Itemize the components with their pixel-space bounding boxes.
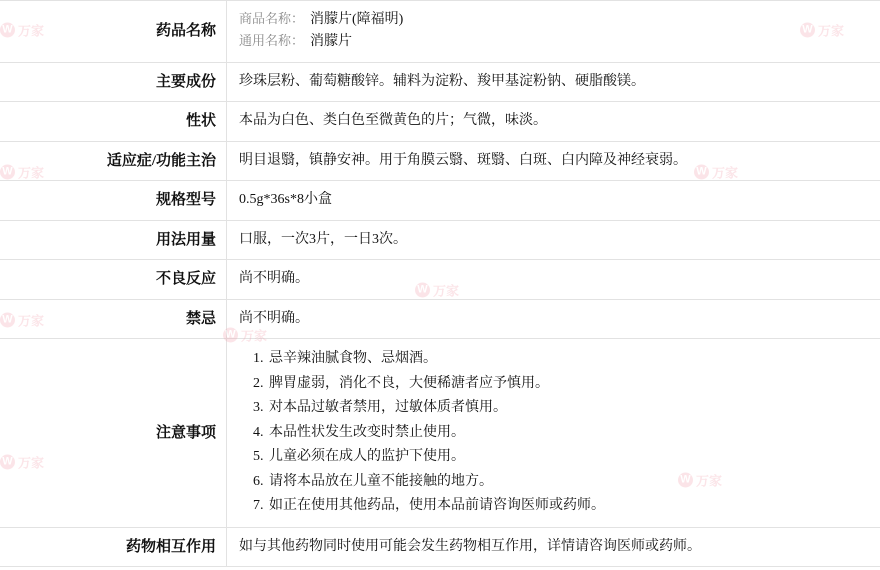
trade-name-line [239, 9, 870, 31]
watermark-badge-icon: W [694, 165, 709, 180]
list-item: 6. 请将本品放在儿童不能接触的地方。 [267, 470, 870, 495]
row-value-contraindications: 尚不明确。 [239, 310, 309, 326]
watermark-badge-icon: W [0, 23, 15, 38]
list-item: 4. 本品性状发生改变时禁止使用。 [267, 421, 870, 446]
watermark-badge-icon: W [678, 473, 693, 488]
list-item: 1. 忌辛辣油腻食物、忌烟酒。 [267, 347, 870, 372]
row-label-dosage: 用法用量 [0, 220, 227, 260]
row-value-drug-name [227, 1, 880, 63]
generic-name-value: 消朦片 [310, 34, 353, 50]
row-value-dosage: 口服，一次3片，一日3次。 [239, 231, 407, 247]
watermark-text: 万家 [17, 455, 45, 471]
row-value-specification: 0.5g*36s*8小盒 [239, 192, 332, 208]
table-row [0, 62, 880, 102]
row-label-appearance: 性状 [0, 102, 227, 142]
watermark-text: 万家 [711, 165, 739, 181]
row-label-specification: 规格型号 [0, 181, 227, 221]
table-row [0, 102, 880, 142]
trade-name-value: 消朦片(障福明) [310, 12, 404, 27]
table-row [0, 220, 880, 260]
row-label-precautions: 注意事项 [0, 339, 227, 528]
list-item: 2. 脾胃虚弱，消化不良，大便稀溏者应予慎用。 [267, 372, 870, 397]
watermark-badge-icon: W [0, 313, 15, 328]
trade-name-label: 商品名称： [239, 11, 305, 26]
watermark-text: 万家 [695, 473, 723, 489]
watermark-text: 万家 [432, 283, 460, 299]
watermark-text: 万家 [17, 165, 45, 181]
watermark-badge-icon: W [800, 23, 815, 38]
row-label-indications: 适应症/功能主治 [0, 141, 227, 181]
row-value-drug-interactions: 如与其他药物同时使用可能会发生药物相互作用，详情请咨询医师或药师。 [239, 538, 701, 554]
watermark-badge-icon: W [223, 328, 238, 343]
generic-name-line [239, 31, 870, 53]
watermark-badge-icon: W [415, 283, 430, 298]
row-value-ingredients: 珍珠层粉、葡萄糖酸锌。辅料为淀粉、羧甲基淀粉钠、硬脂酸镁。 [239, 73, 645, 89]
row-label-drug-name: 药品名称 [0, 1, 227, 63]
precautions-list [239, 347, 870, 519]
table-row [0, 527, 880, 567]
list-item: 7. 如正在使用其他药品，使用本品前请咨询医师或药师。 [267, 494, 870, 519]
watermark-text: 万家 [240, 328, 268, 344]
list-item: 5. 儿童必须在成人的监护下使用。 [267, 445, 870, 470]
watermark-text: 万家 [817, 23, 845, 39]
row-label-adverse-reactions: 不良反应 [0, 260, 227, 300]
row-value-precautions [227, 339, 880, 528]
drug-info-table-body [0, 1, 880, 567]
table-row [0, 141, 880, 181]
watermark-badge-icon: W [0, 455, 15, 470]
list-item: 3. 对本品过敏者禁用，过敏体质者慎用。 [267, 396, 870, 421]
table-row [0, 299, 880, 339]
row-label-ingredients: 主要成份 [0, 62, 227, 102]
row-value-indications: 明目退翳，镇静安神。用于角膜云翳、斑翳、白斑、白内障及神经衰弱。 [239, 152, 687, 168]
table-row [0, 260, 880, 300]
watermark-badge-icon: W [0, 165, 15, 180]
generic-name-label: 通用名称： [239, 33, 305, 49]
row-label-drug-interactions: 药物相互作用 [0, 527, 227, 567]
watermark-text: 万家 [17, 313, 45, 329]
row-value-adverse-reactions: 尚不明确。 [239, 271, 309, 287]
row-value-appearance: 本品为白色、类白色至微黄色的片；气微，味淡。 [239, 113, 547, 129]
table-row [0, 181, 880, 221]
table-row [0, 339, 880, 528]
table-row [0, 1, 880, 63]
row-label-contraindications: 禁忌 [0, 299, 227, 339]
watermark-text: 万家 [17, 23, 45, 39]
